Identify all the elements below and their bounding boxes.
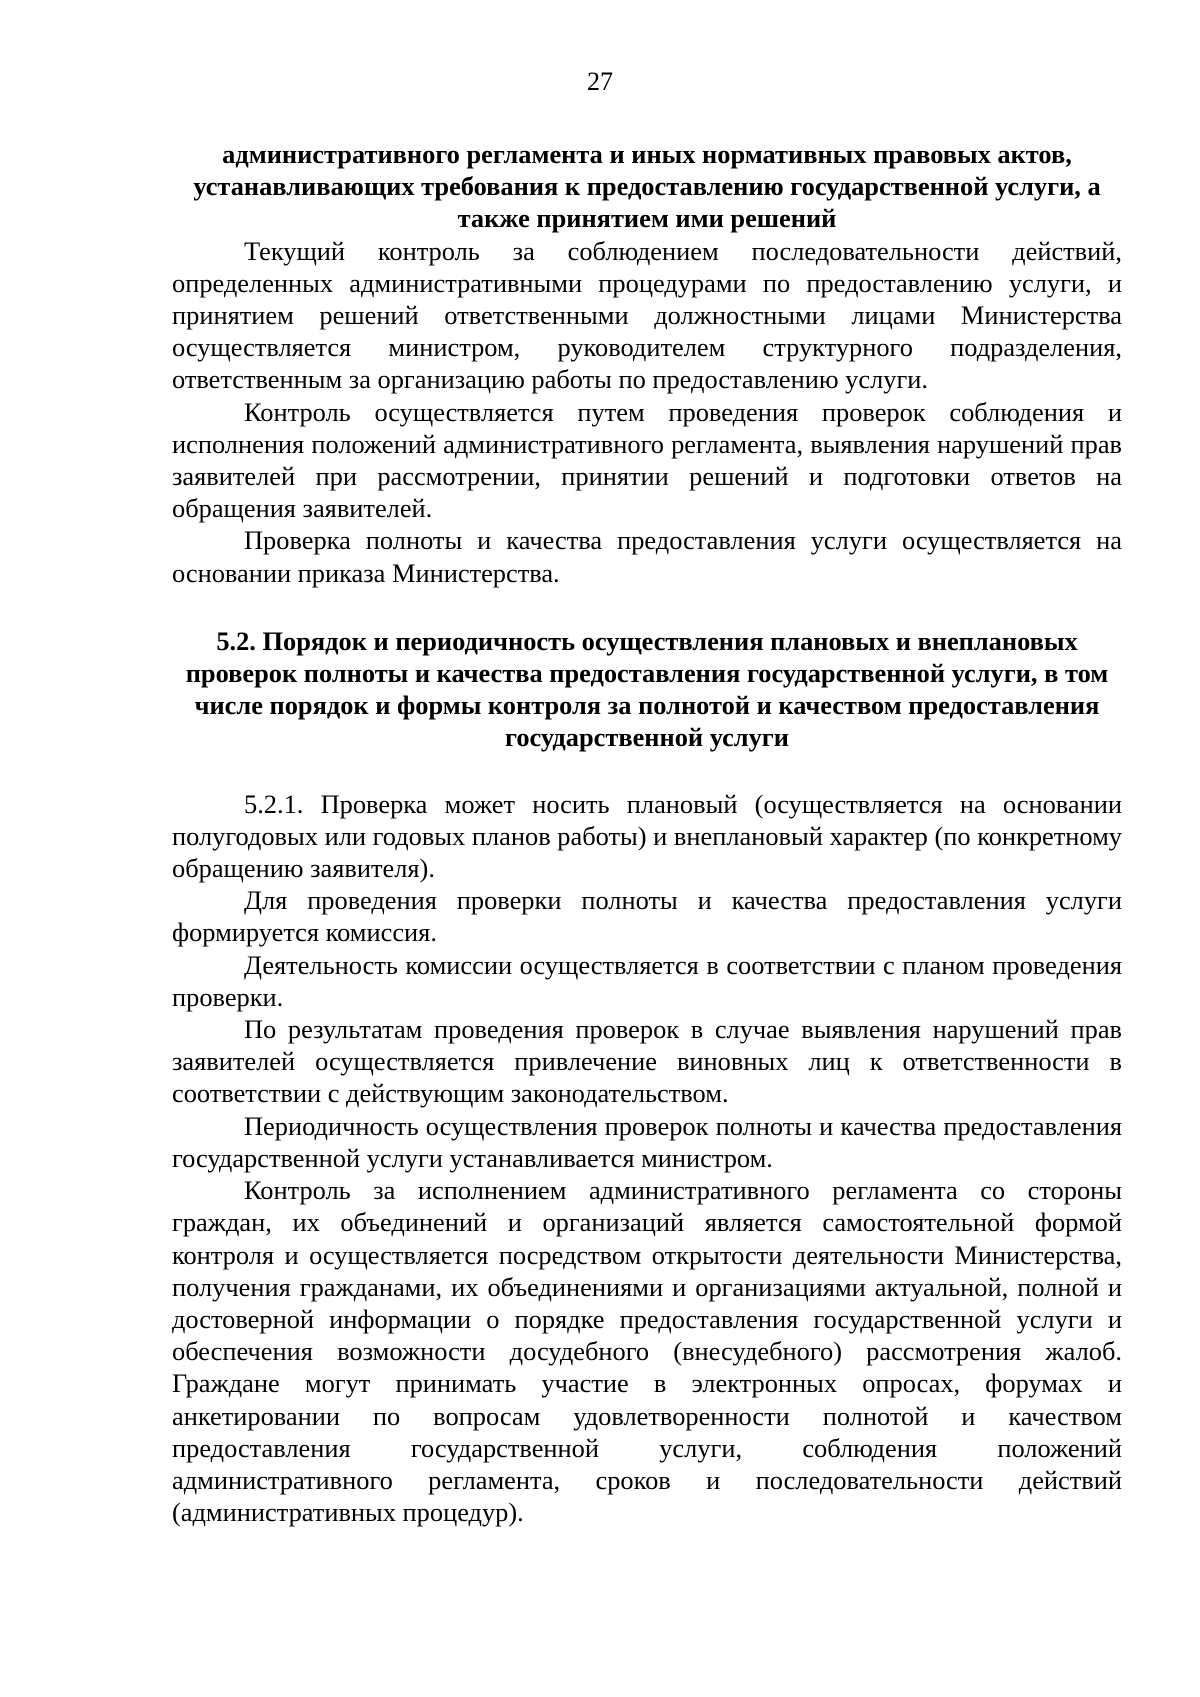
paragraph: Периодичность осуществления проверок полноты и качества предоставления государственной услуги устанавливается министром. — [172, 1110, 1122, 1173]
paragraph: 5.2.1. Проверка может носить плановый (осуществляется на основании полугодовых или годовых планов работы) и внеплановый характер (по конкретному обращению заявителя). — [172, 788, 1122, 884]
paragraph: Проверка полноты и качества предоставления услуги осуществляется на основании приказа Министерства. — [172, 525, 1122, 588]
paragraph: Текущий контроль за соблюдением последовательности действий, определенных административными процедурами по предоставлению услуги, и принятием решений ответственными должностными лицами Министерства осуществляется министром, руководителем структурного подразделения, ответственным за организацию работы по предоставлению услуги. — [172, 235, 1122, 395]
paragraph: Для проведения проверки полноты и качества предоставления услуги формируется комиссия. — [172, 885, 1122, 948]
paragraph: Контроль осуществляется путем проведения проверок соблюдения и исполнения положений административного регламента, выявления нарушений прав заявителей при рассмотрении, принятии решений и подготовки ответов на обращения заявителей. — [172, 396, 1122, 524]
paragraph: Контроль за исполнением административного регламента со стороны граждан, их объединений и организаций является самостоятельной формой контроля и осуществляется посредством открытости деятельности Министерства, получения гражданами, их объединениями и организациями актуальной, полной и достоверной информации о порядке предоставления государственной услуги и обеспечения возможности досудебного (внесудебного) рассмотрения жалоб. Граждане могут принимать участие в электронных опросах, форумах и анкетировании по вопросам удовлетворенности полнотой и качеством предоставления государственной услуги, соблюдения положений административного регламента, сроков и последовательности действий (административных процедур). — [172, 1175, 1122, 1528]
paragraph: Деятельность комиссии осуществляется в соответствии с планом проведения проверки. — [172, 949, 1122, 1012]
intro-heading: административного регламента и иных нормативных правовых актов, устанавливающих требования к предоставлению государственной услуги, а также принятием ими решений — [193, 139, 1101, 234]
section-heading: 5.2. Порядок и периодичность осуществления плановых и внеплановых проверок полноты и качества предоставления государственной услуги, в том числе порядок и формы контроля за полнотой и качеством предоставления государственной услуги — [185, 625, 1109, 753]
document-body — [172, 138, 1122, 1528]
paragraph: По результатам проведения проверок в случае выявления нарушений прав заявителей осуществляется привлечение виновных лиц к ответственности в соответствии с действующим законодательством. — [172, 1014, 1122, 1109]
page-number: 27 — [587, 67, 613, 96]
